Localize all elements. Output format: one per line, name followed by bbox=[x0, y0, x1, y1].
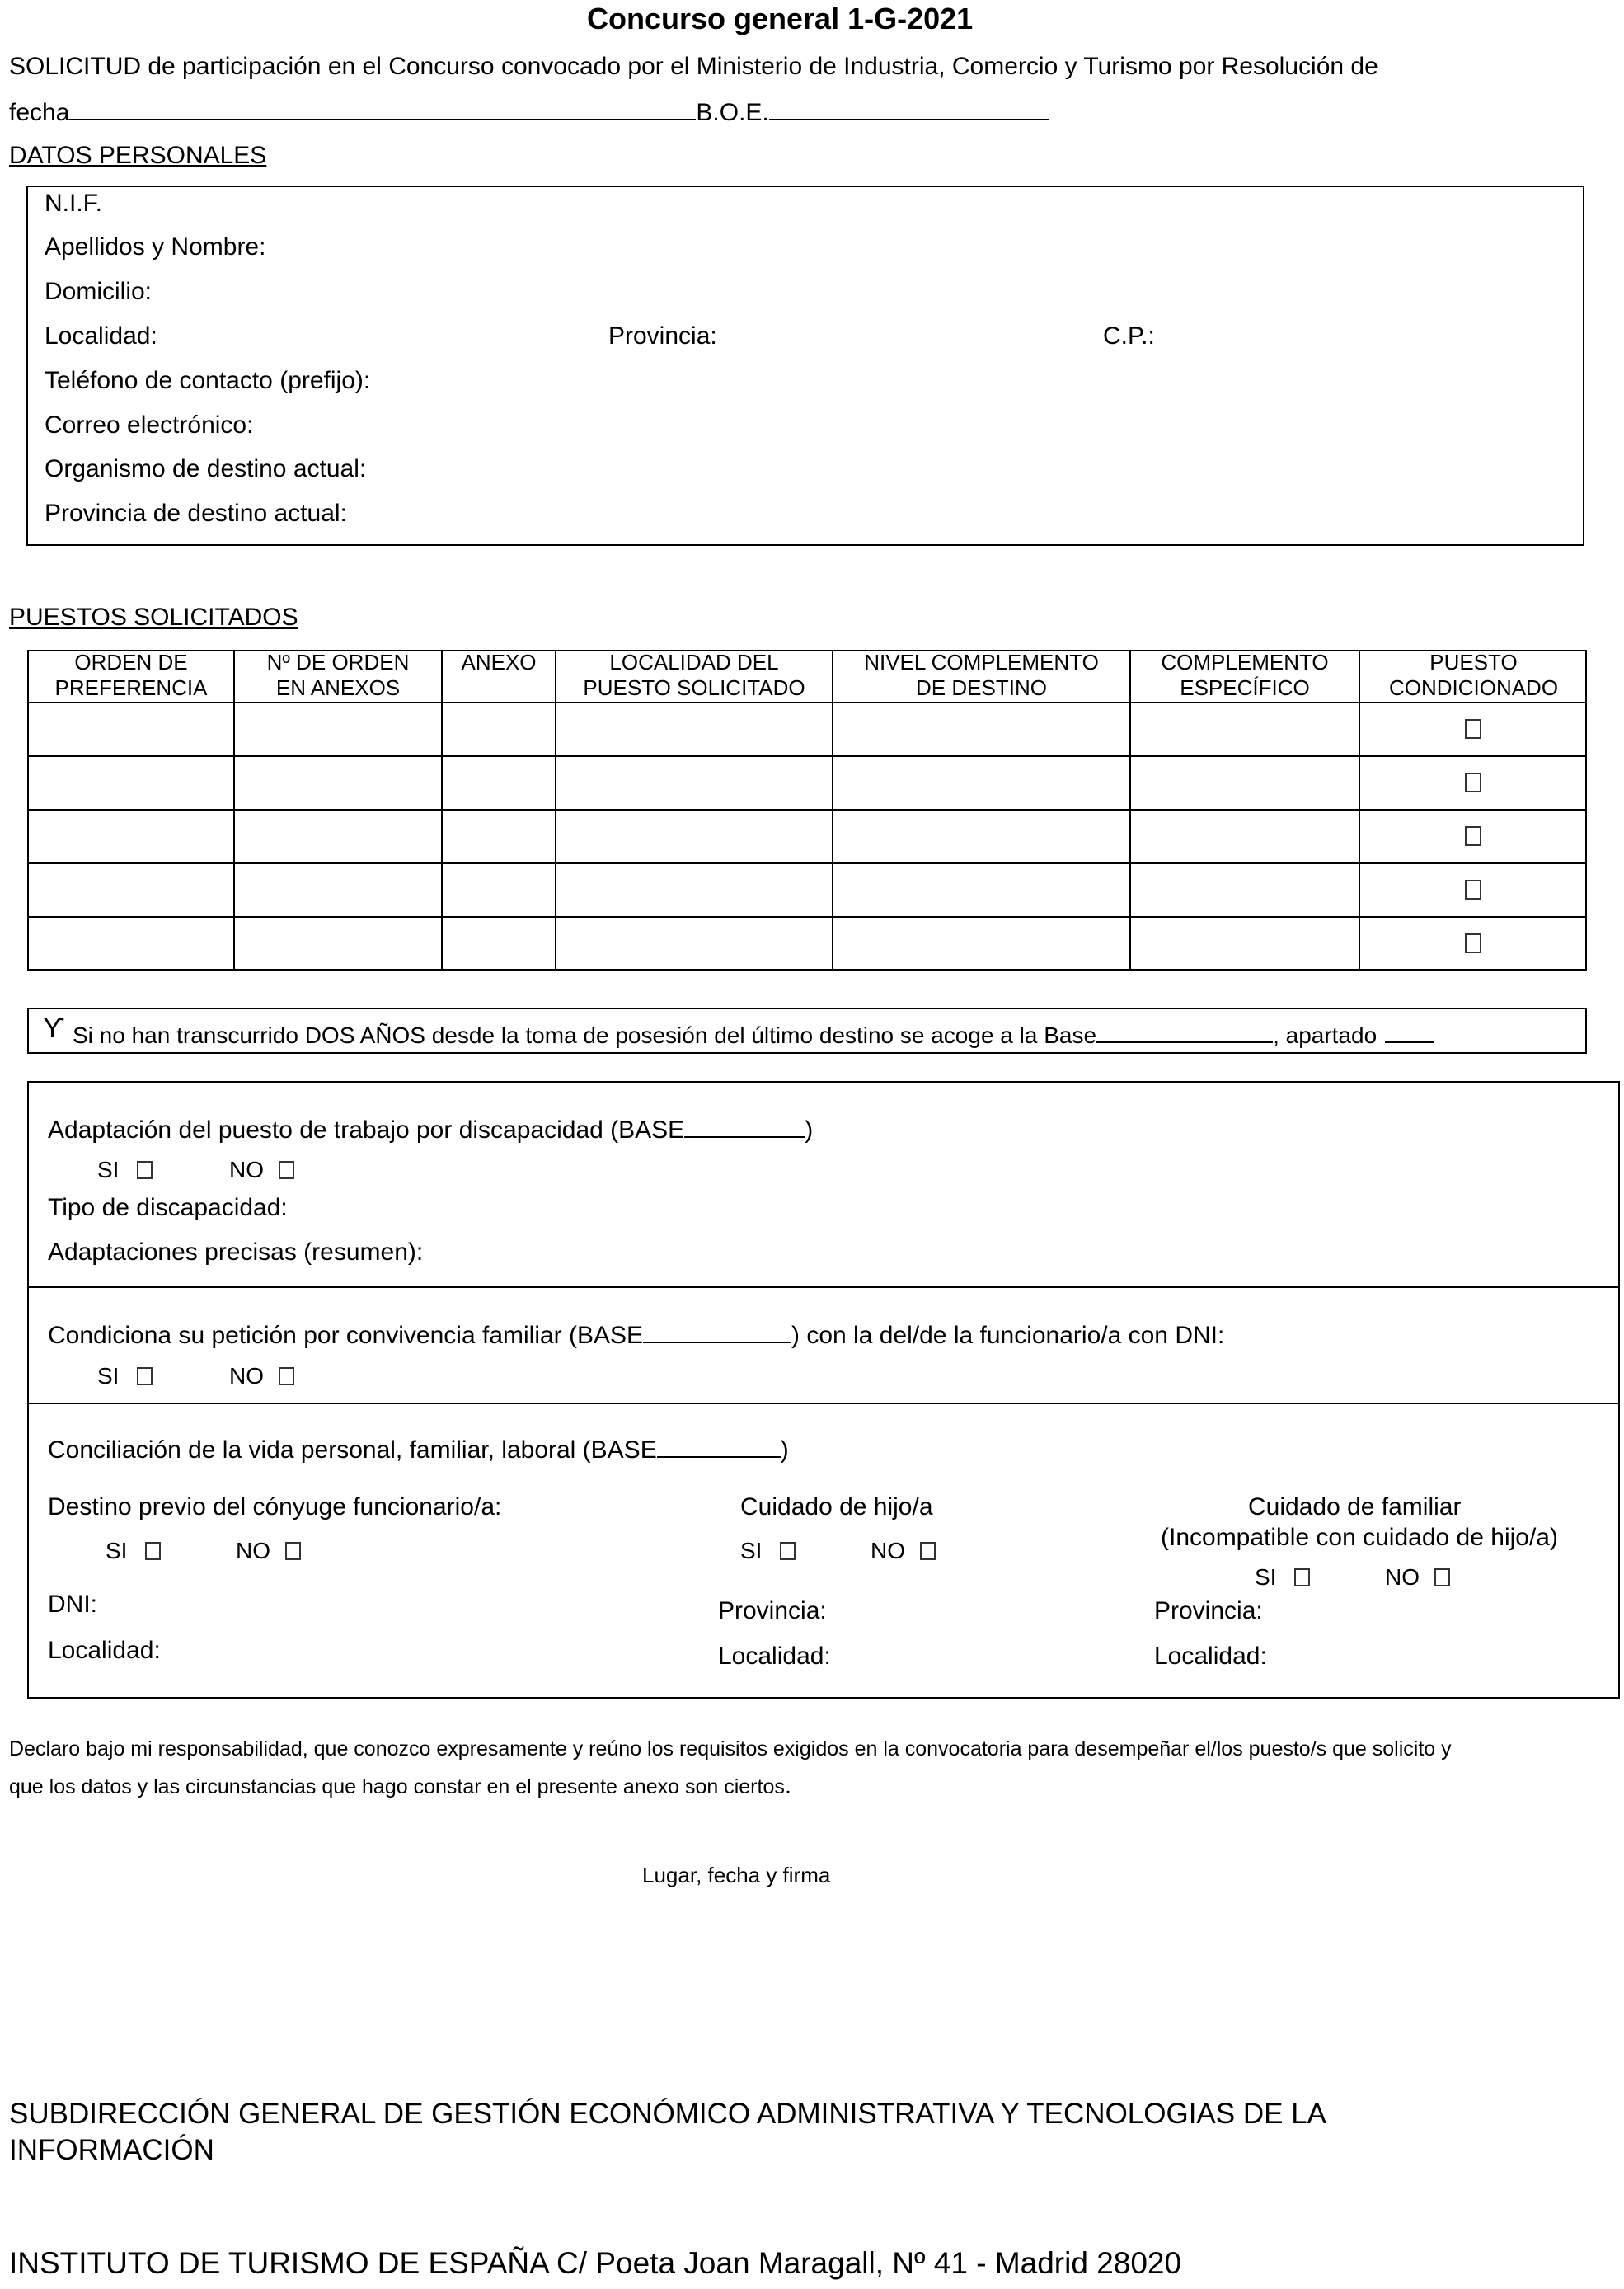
apartado-field[interactable] bbox=[1385, 1023, 1434, 1043]
provincia-destino-label: Provincia de destino actual: bbox=[45, 500, 347, 527]
convivencia-base-field[interactable] bbox=[643, 1320, 791, 1343]
checkbox-no[interactable] bbox=[1434, 1568, 1450, 1586]
nif-label: N.I.F. bbox=[45, 190, 103, 217]
declaracion-line1: Declaro bajo mi responsabilidad, que conozco expresamente y reúno los requisitos exigidos en la convocatoria para desempeñar el/los puesto/s que solicito y bbox=[9, 1737, 1452, 1760]
correo-label: Correo electrónico: bbox=[45, 411, 254, 439]
organismo-label: Organismo de destino actual: bbox=[45, 455, 367, 482]
boe-label: B.O.E. bbox=[696, 99, 769, 126]
checkbox-si[interactable] bbox=[137, 1161, 153, 1179]
col-complemento-especifico: COMPLEMENTO ESPECÍFICO bbox=[1161, 650, 1329, 700]
hijo-no-option[interactable]: NO bbox=[871, 1538, 936, 1564]
checkbox-si[interactable] bbox=[145, 1542, 161, 1560]
familiar-provincia-label: Provincia: bbox=[1154, 1597, 1263, 1624]
checkbox-si[interactable] bbox=[137, 1367, 153, 1385]
cp-label: C.P.: bbox=[1103, 322, 1155, 350]
checkbox-no[interactable] bbox=[285, 1542, 301, 1560]
col-localidad: LOCALIDAD DEL PUESTO SOLICITADO bbox=[583, 650, 805, 700]
checkbox-si[interactable] bbox=[1294, 1568, 1310, 1586]
checkbox-no[interactable] bbox=[920, 1542, 936, 1560]
adaptaciones-label: Adaptaciones precisas (resumen): bbox=[48, 1239, 424, 1266]
hijo-si-option[interactable]: SI bbox=[740, 1538, 796, 1564]
fecha-label: fecha bbox=[9, 99, 70, 126]
fecha-row bbox=[9, 97, 1049, 127]
domicilio-label: Domicilio: bbox=[45, 278, 153, 305]
condicionado-checkbox[interactable] bbox=[1465, 826, 1481, 846]
convivencia-label: Condiciona su petición por convivencia familiar (BASE bbox=[48, 1322, 644, 1349]
condicionado-checkbox[interactable] bbox=[1465, 880, 1481, 900]
conciliacion-base-field[interactable] bbox=[657, 1435, 781, 1458]
col-nivel-complemento: NIVEL COMPLEMENTO DE DESTINO bbox=[864, 650, 1099, 700]
familiar-note: (Incompatible con cuidado de hijo/a) bbox=[1161, 1524, 1558, 1551]
condicionado-checkbox[interactable] bbox=[1465, 773, 1481, 792]
adaptacion-si-option[interactable]: SI bbox=[97, 1157, 153, 1183]
datos-personales-heading: DATOS PERSONALES bbox=[9, 142, 267, 169]
base-field[interactable] bbox=[1096, 1023, 1273, 1043]
adaptacion-label: Adaptación del puesto de trabajo por discapacidad (BASE bbox=[48, 1116, 685, 1144]
apartado-label: , apartado bbox=[1273, 1022, 1378, 1048]
localidad-label: Localidad: bbox=[45, 322, 157, 350]
familiar-si-option[interactable]: SI bbox=[1255, 1564, 1310, 1591]
conciliacion-row: Conciliación de la vida personal, familiar, laboral (BASE ) bbox=[48, 1436, 789, 1464]
hijo-provincia-label: Provincia: bbox=[718, 1597, 827, 1624]
convivencia-no-option[interactable]: NO bbox=[229, 1363, 294, 1389]
convivencia-row: Condiciona su petición por convivencia familiar (BASE ) con la del/de la funcionario/a con DNI: bbox=[48, 1322, 1225, 1349]
declaracion-line2-row: que los datos y las circunstancias que hago constar en el presente anexo son ciertos. bbox=[9, 1772, 792, 1799]
solicitud-line: SOLICITUD de participación en el Concurso convocado por el Ministerio de Industria, Comercio y Turismo por Resolución de bbox=[9, 53, 1378, 80]
checkbox-no[interactable] bbox=[279, 1161, 294, 1179]
conyuge-label: Destino previo del cónyuge funcionario/a: bbox=[48, 1493, 502, 1521]
adaptacion-no-option[interactable]: NO bbox=[229, 1157, 294, 1183]
col-puesto-condicionado: PUESTO CONDICIONADO bbox=[1388, 650, 1559, 700]
condicionado-checkbox[interactable] bbox=[1465, 933, 1481, 953]
declaracion-line2: que los datos y las circunstancias que hago constar en el presente anexo son ciertos bbox=[9, 1775, 785, 1798]
hijo-localidad-label: Localidad: bbox=[718, 1643, 831, 1670]
conyuge-no-option[interactable]: NO bbox=[236, 1538, 301, 1564]
dos-anos-symbol: ϒ bbox=[43, 1013, 65, 1044]
checkbox-si[interactable] bbox=[780, 1542, 796, 1560]
checkbox-no[interactable] bbox=[279, 1367, 294, 1385]
conciliacion-label: Conciliación de la vida personal, familiar, laboral (BASE bbox=[48, 1436, 657, 1464]
tipo-discapacidad-label: Tipo de discapacidad: bbox=[48, 1194, 288, 1221]
footer-subdireccion-line2: INFORMACIÓN bbox=[9, 2134, 214, 2166]
puestos-heading: PUESTOS SOLICITADOS bbox=[9, 604, 298, 631]
convivencia-si-option[interactable]: SI bbox=[97, 1363, 153, 1389]
telefono-label: Teléfono de contacto (prefijo): bbox=[45, 367, 371, 394]
col-numero-orden: Nº DE ORDEN EN ANEXOS bbox=[266, 650, 410, 700]
dos-anos-row bbox=[73, 1022, 1434, 1049]
firma-label: Lugar, fecha y firma bbox=[642, 1863, 831, 1887]
familiar-no-option[interactable]: NO bbox=[1385, 1564, 1450, 1591]
familiar-localidad-label: Localidad: bbox=[1154, 1643, 1267, 1670]
page-title: Concurso general 1-G-2021 bbox=[587, 2, 974, 35]
condicionado-checkbox[interactable] bbox=[1465, 719, 1481, 739]
fecha-field[interactable] bbox=[69, 97, 696, 120]
col-orden-preferencia: ORDEN DE PREFERENCIA bbox=[54, 650, 208, 700]
footer-instituto: INSTITUTO DE TURISMO DE ESPAÑA C/ Poeta Joan Maragall, Nº 41 - Madrid 28020 bbox=[9, 2246, 1182, 2280]
footer-subdireccion-line1: SUBDIRECCIÓN GENERAL DE GESTIÓN ECONÓMICO ADMINISTRATIVA Y TECNOLOGIAS DE LA bbox=[9, 2098, 1327, 2130]
dos-anos-text: Si no han transcurrido DOS AÑOS desde la toma de posesión del último destino se acoge a la Base bbox=[73, 1022, 1097, 1048]
familiar-label: Cuidado de familiar bbox=[1248, 1493, 1462, 1521]
adaptacion-base-field[interactable] bbox=[684, 1115, 805, 1138]
conyuge-localidad-label: Localidad: bbox=[48, 1637, 161, 1664]
adaptacion-row: Adaptación del puesto de trabajo por discapacidad (BASE ) bbox=[48, 1116, 814, 1144]
dni-label: DNI: bbox=[48, 1591, 97, 1618]
hijo-label: Cuidado de hijo/a bbox=[740, 1493, 933, 1521]
apellidos-label: Apellidos y Nombre: bbox=[45, 233, 266, 261]
conyuge-si-option[interactable]: SI bbox=[106, 1538, 161, 1564]
col-anexo: ANEXO bbox=[461, 650, 537, 674]
provincia-label: Provincia: bbox=[608, 322, 717, 350]
boe-field[interactable] bbox=[769, 97, 1049, 120]
